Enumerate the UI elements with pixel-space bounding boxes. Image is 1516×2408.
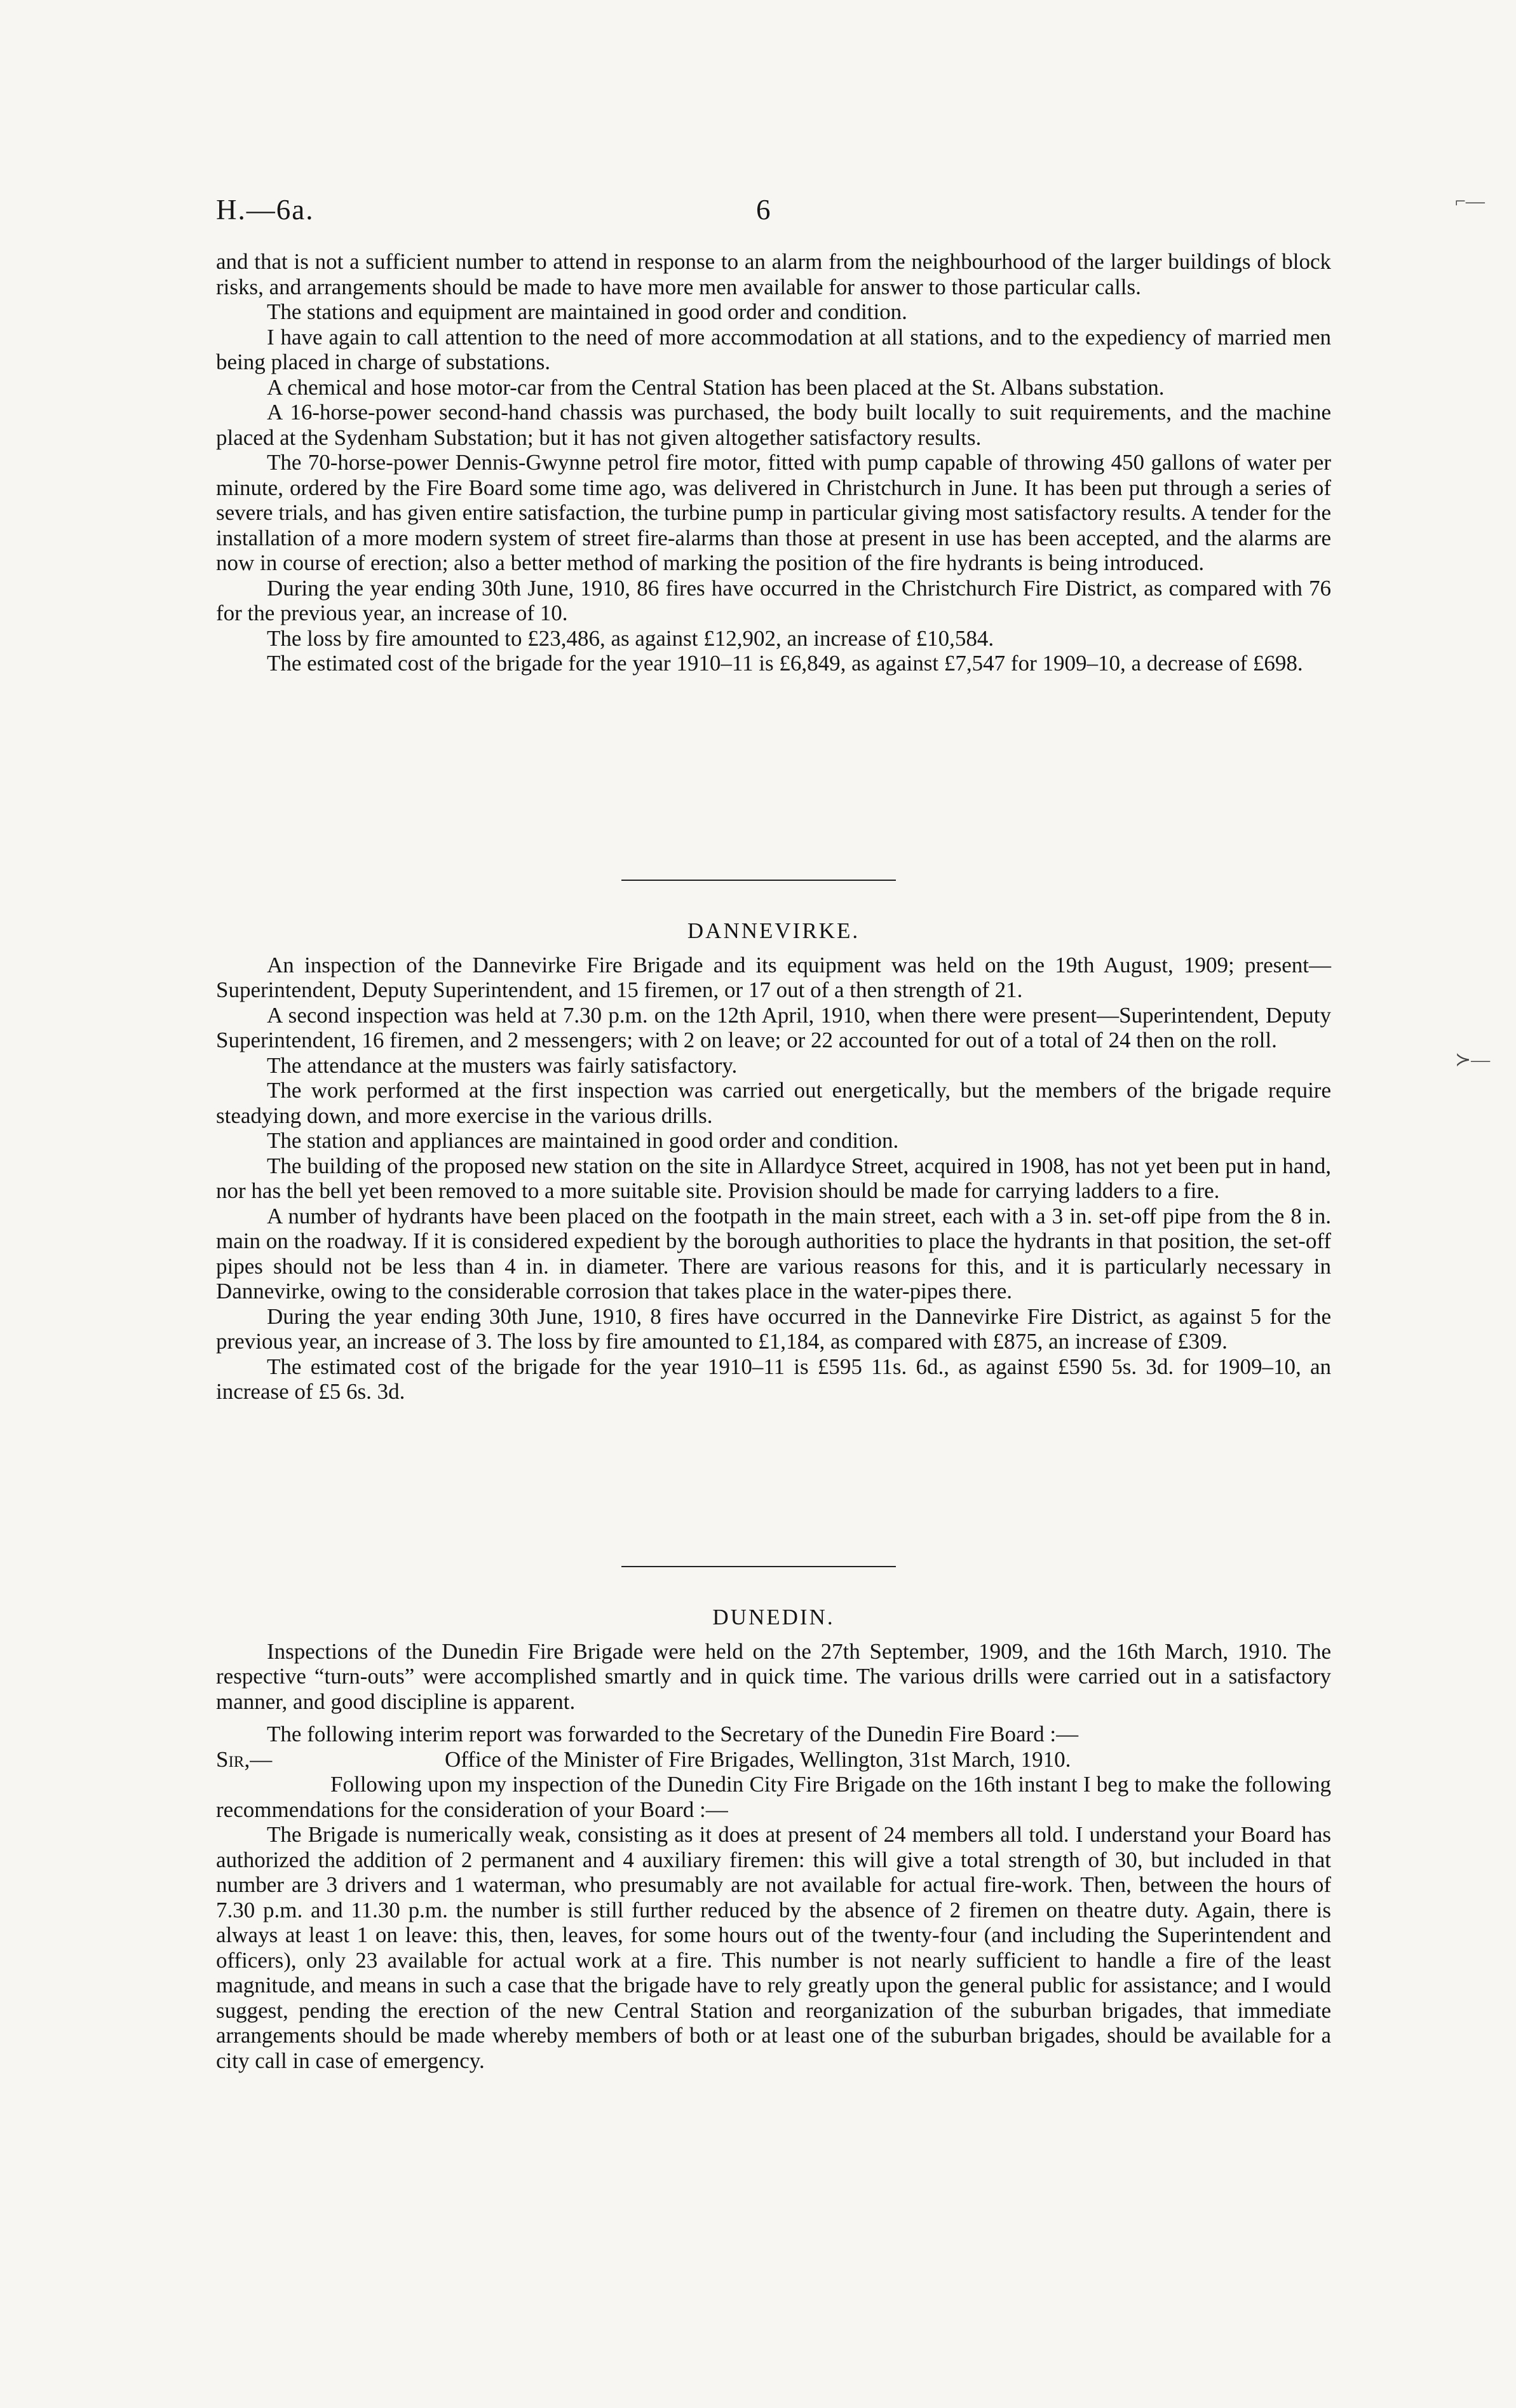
- paragraph: The loss by fire amounted to £23,486, as against £12,902, an increase of £10,584.: [267, 625, 994, 651]
- paragraph: I have again to call attention to the need of more accommodation at all stations, and to the expediency of married men being placed in charge of substations.: [216, 324, 1331, 374]
- paragraph: The estimated cost of the brigade for the year 1910–11 is £6,849, as against £7,547 for 1909–10, a decrease of £698.: [267, 651, 1303, 676]
- letter-heading: [216, 1747, 1331, 1772]
- page-header: [216, 193, 1322, 231]
- paragraph: A 16-horse-power second-hand chassis was purchased, the body built locally to suit requirements, and the machine placed at the Sydenham Substation; but it has not given altogether satisfactory results.: [216, 400, 1331, 450]
- margin-mark: ⌐—: [1455, 191, 1485, 212]
- paragraph: and that is not a sufficient number to attend in response to an alarm from the neighbourhood of the larger buildings of block risks, and arrangements should be made to have more men available for answer to those particular calls.: [216, 249, 1331, 299]
- letter-office-line: Office of the Minister of Fire Brigades, Wellington, 31st March, 1910.: [445, 1746, 1071, 1772]
- paragraph: A number of hydrants have been placed on the footpath in the main street, each with a 3 in. set-off pipe from the 8 in. main on the roadway. If it is considered expedient by the borough authorities to place the hydrants in that position, the set-off pipes should not be less than 4 in. in diameter. There are various reasons for this, and it is particularly necessary in Dannevirke, owing to the considerable corrosion that takes place in the water-pipes there.: [216, 1203, 1331, 1303]
- paragraph: The Brigade is numerically weak, consisting as it does at present of 24 members all told. I understand your Board has authorized the addition of 2 permanent and 4 auxiliary firemen: this will give a total strength of 30, but included in that number are 3 drivers and 1 waterman, who presumably are not available for actual fire-work. Then, between the hours of 7.30 p.m. and 11.30 p.m. the number is still further reduced by the absence of 2 firemen on theatre duty. Again, there is always at least 1 on leave: this, then, leaves, for some hours out of the twenty-four (and including the Superintendent and officers), only 23 available for actual work at a fire. This number is not nearly sufficient to handle a fire of the least magnitude, and means in such a case that the brigade have to rely greatly upon the general public for assistance; and I would suggest, pending the erection of the new Central Station and reorganization of the suburban brigades, that immediate arrangements should be made whereby members of both or at least one of the suburban brigades, should be available for a city call in case of emergency.: [216, 1822, 1331, 2073]
- paragraph: During the year ending 30th June, 1910, 8 fires have occurred in the Dannevirke Fire District, as against 5 for the previous year, an increase of 3. The loss by fire amounted to £1,184, as compared with £875, an increase of £309.: [216, 1303, 1331, 1354]
- margin-mark: ≻—: [1455, 1049, 1491, 1070]
- christchurch-section: [216, 249, 1331, 676]
- paragraph: The following interim report was forwarded to the Secretary of the Dunedin Fire Board :—: [267, 1722, 1079, 1746]
- paragraph: A chemical and hose motor-car from the Central Station has been placed at the St. Albans substation.: [267, 374, 1165, 400]
- dannevirke-section: [216, 918, 1331, 1405]
- section-divider: [621, 1566, 896, 1567]
- page-number: 6: [756, 194, 771, 226]
- paragraph: The 70-horse-power Dennis-Gwynne petrol fire motor, fitted with pump capable of throwing 450 gallons of water per minute, ordered by the Fire Board some time ago, was delivered in Christchurch in June. It has been put through a series of severe trials, and has given entire satisfaction, the turbine pump in particular giving most satisfactory results. A tender for the installation of a more modern system of street fire-alarms than those at present in use has been accepted, and the alarms are now in course of erection; also a better method of marking the position of the fire hydrants is being introduced.: [216, 450, 1331, 575]
- paragraph: During the year ending 30th June, 1910, 86 fires have occurred in the Christchurch Fire District, as compared with 76 for the previous year, an increase of 10.: [216, 575, 1331, 625]
- paragraph: A second inspection was held at 7.30 p.m. on the 12th April, 1910, when there were present—Superintendent, Deputy Superintendent, 16 firemen, and 2 messengers; with 2 on leave; or 22 accounted for out of a total of 24 then on the roll.: [216, 1002, 1331, 1052]
- letter-salutation: Sir,—: [216, 1746, 273, 1772]
- paragraph: The attendance at the musters was fairly satisfactory.: [267, 1052, 738, 1078]
- document-reference: H.—6a.: [216, 194, 315, 226]
- paragraph: Inspections of the Dunedin Fire Brigade were held on the 27th September, 1909, and the 16th March, 1910. The respective “turn-outs” were accomplished smartly and in quick time. The various drills were carried out in a satisfactory manner, and good discipline is apparent.: [216, 1638, 1331, 1714]
- section-title: DUNEDIN.: [712, 1605, 835, 1629]
- section-title: DANNEVIRKE.: [687, 918, 860, 943]
- paragraph: Following upon my inspection of the Dunedin City Fire Brigade on the 16th instant I beg to make the following recommendations for the consideration of your Board :—: [216, 1772, 1331, 1822]
- section-divider: [621, 880, 896, 881]
- paragraph: An inspection of the Dannevirke Fire Brigade and its equipment was held on the 19th August, 1909; present—Superintendent, Deputy Superintendent, and 15 firemen, or 17 out of a then strength of 21.: [216, 952, 1331, 1002]
- dunedin-section: [216, 1605, 1331, 2073]
- paragraph: The station and appliances are maintained in good order and condition.: [267, 1128, 899, 1153]
- paragraph: The work performed at the first inspection was carried out energetically, but the members of the brigade require steadying down, and more exercise in the various drills.: [216, 1078, 1331, 1128]
- paragraph: The stations and equipment are maintained in good order and condition.: [267, 299, 907, 324]
- paragraph: The estimated cost of the brigade for the year 1910–11 is £595 11s. 6d., as against £590 5s. 3d. for 1909–10, an increase of £5 6s. 3d.: [216, 1354, 1331, 1404]
- paragraph: The building of the proposed new station on the site in Allardyce Street, acquired in 1908, has not yet been put in hand, nor has the bell yet been removed to a more suitable site. Provision should be made for carrying ladders to a fire.: [216, 1153, 1331, 1203]
